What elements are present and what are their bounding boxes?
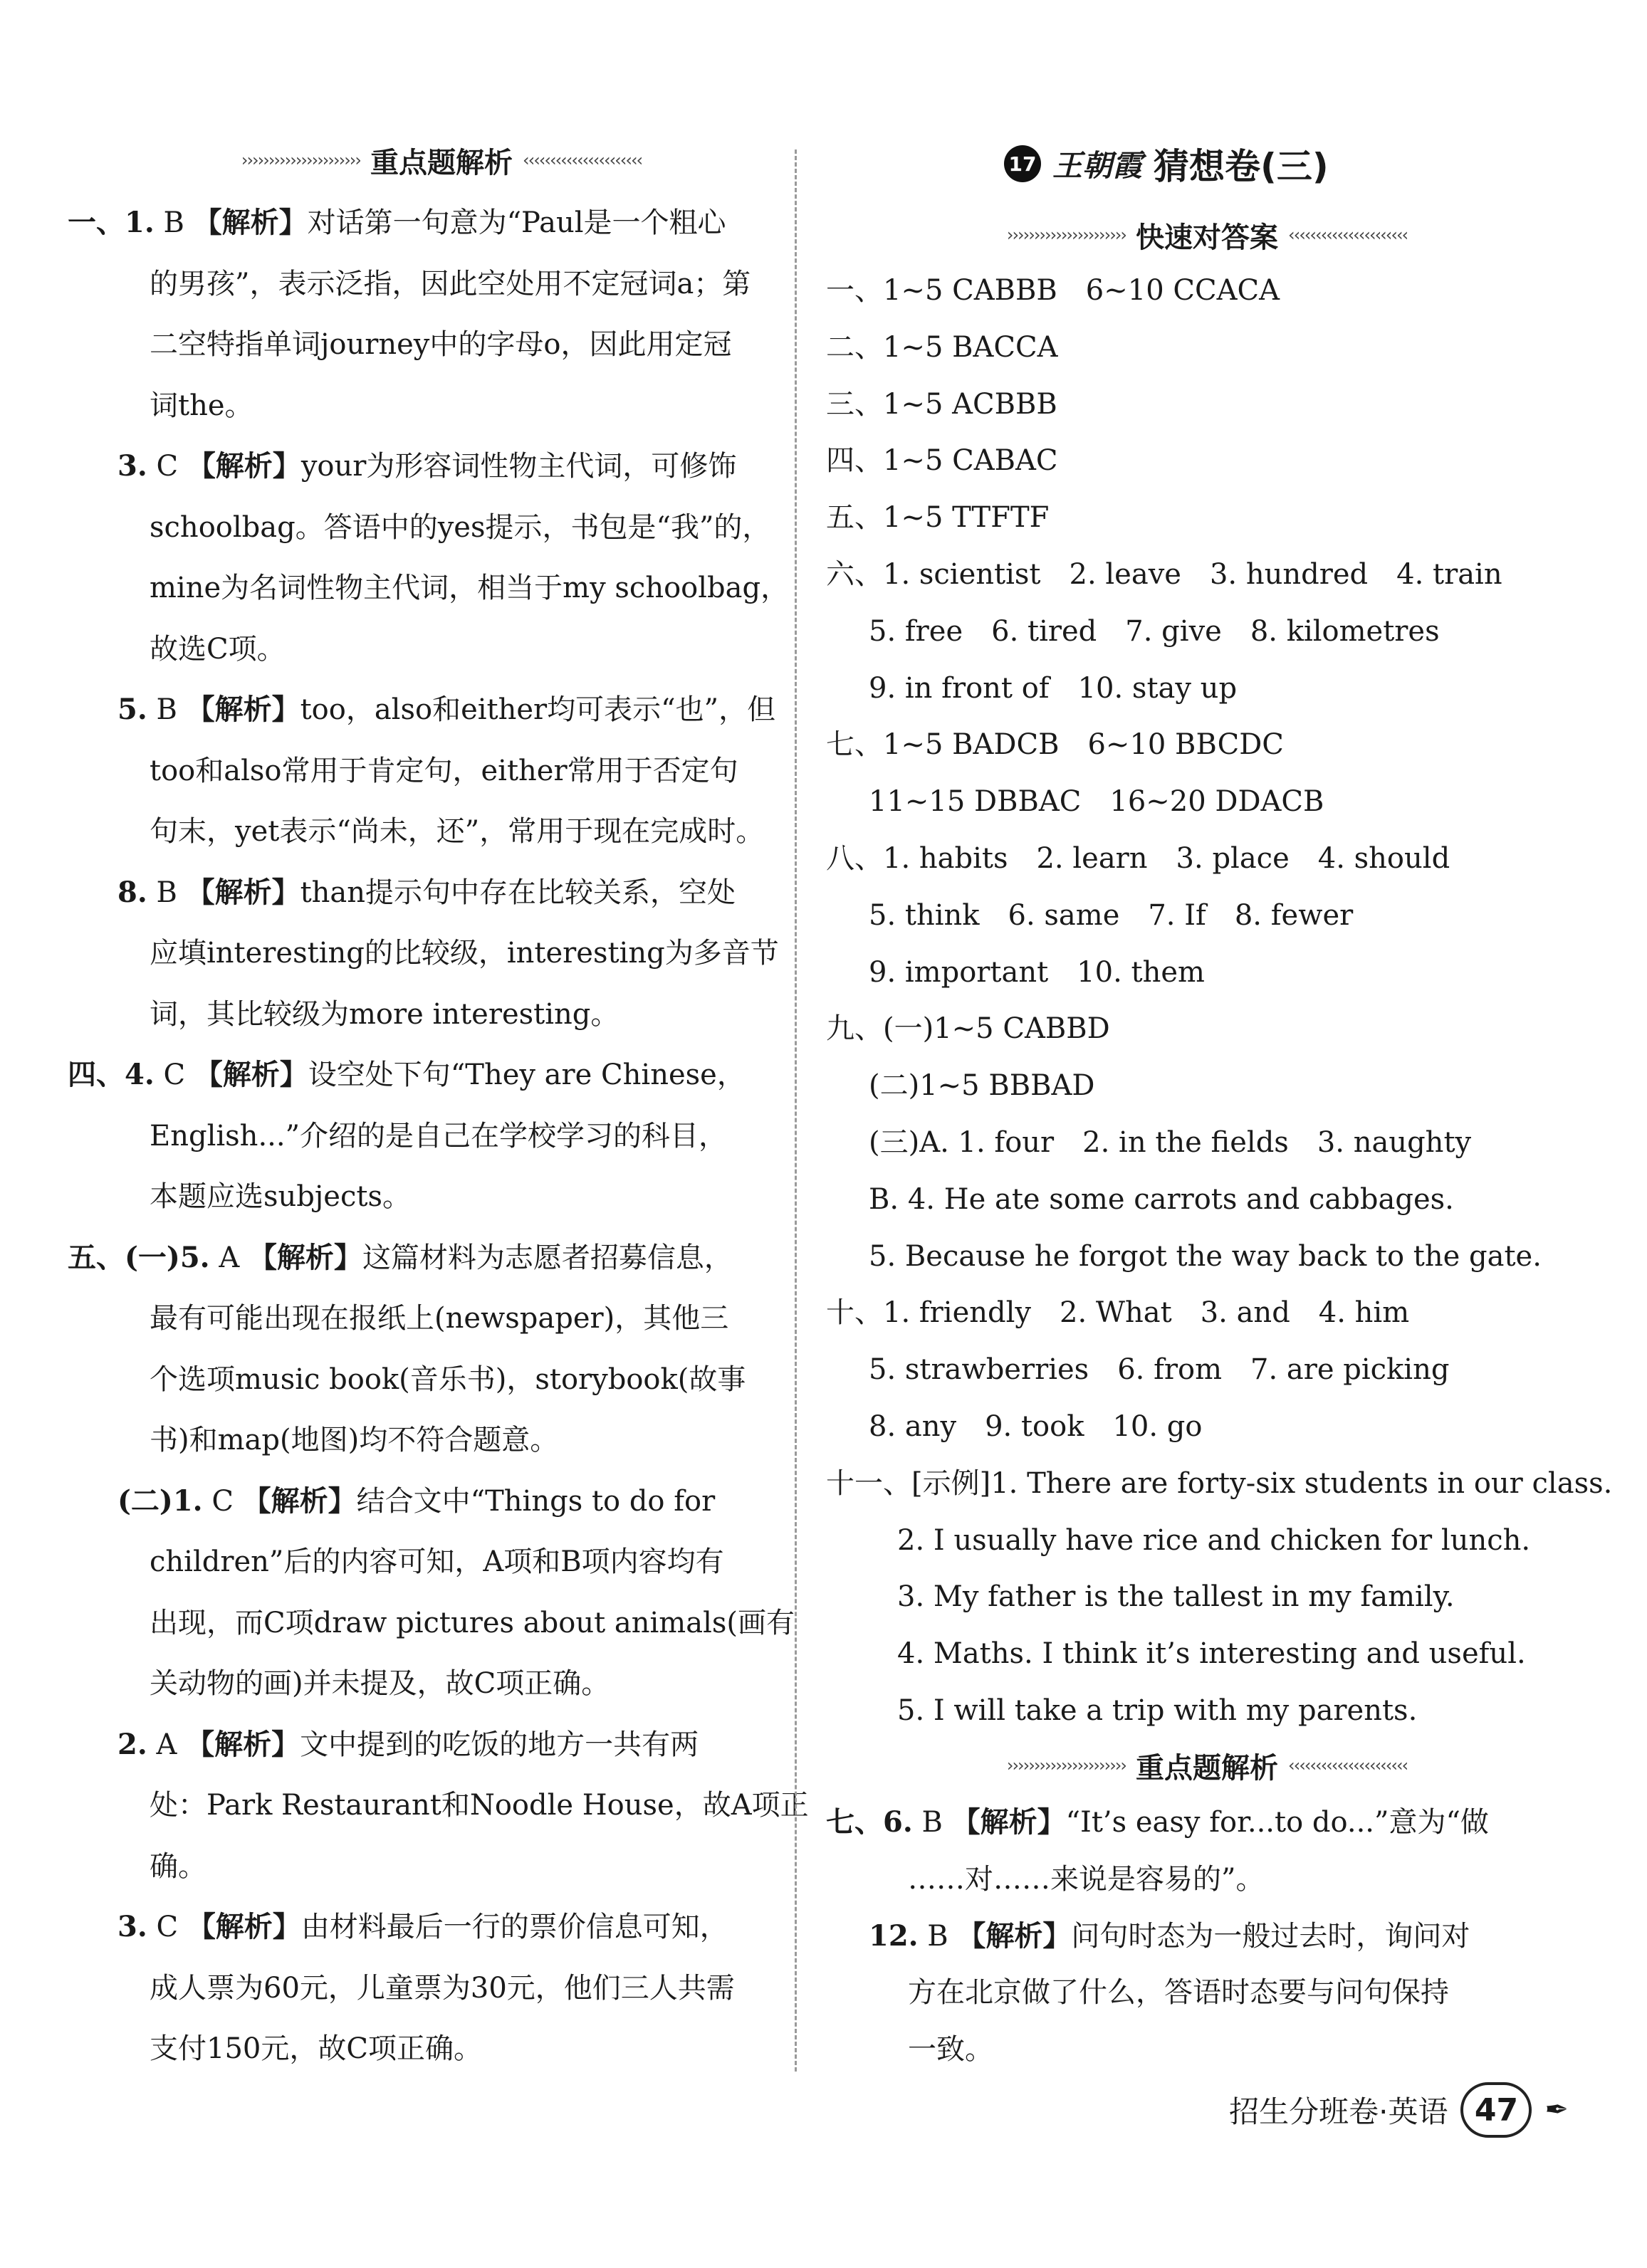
text-line bbox=[869, 1178, 1454, 1221]
text-line bbox=[150, 1602, 795, 1644]
text-line bbox=[826, 326, 1058, 369]
question-number: 2. bbox=[117, 1727, 147, 1761]
line-text: 词，其比较级为more interesting。 bbox=[150, 997, 619, 1031]
pen-icon: ✒ bbox=[1544, 2094, 1569, 2126]
line-text: 个选项music book(音乐书)，storybook(故事 bbox=[150, 1363, 746, 1396]
line-text: than提示句中存在比较关系，空处 bbox=[300, 876, 736, 909]
text-line bbox=[826, 1291, 1409, 1334]
line-text: 方在北京做了什么，答语时态要与问句保持 bbox=[908, 1976, 1449, 2010]
line-text: 十一、[示例]1. There are forty-six students in our class. bbox=[826, 1466, 1613, 1500]
section-title: 重点题解析 bbox=[370, 146, 513, 179]
text-line bbox=[150, 1784, 809, 1827]
answer-letter: C bbox=[154, 1059, 194, 1091]
page-number: 47 bbox=[1460, 2082, 1532, 2138]
answer-letter: B bbox=[918, 1919, 958, 1953]
line-text: (三)A. 1. four 2. in the fields 3. naughty bbox=[869, 1126, 1472, 1159]
line-text: 4. Maths. I think it’s interesting and useful. bbox=[897, 1637, 1526, 1671]
text-line bbox=[117, 1723, 699, 1766]
text-line bbox=[826, 383, 1057, 426]
analysis-tag: 【解析】 bbox=[186, 1728, 300, 1761]
line-text: 5. strawberries 6. from 7. are picking bbox=[869, 1353, 1450, 1387]
answer-letter: B bbox=[912, 1806, 952, 1839]
question-number: 12. bbox=[869, 1918, 919, 1953]
line-text: your为形容词性物主代词，可修饰 bbox=[300, 450, 737, 483]
column-divider bbox=[795, 149, 797, 2072]
line-text: 二空特指单词journey中的字母o，因此用定冠 bbox=[150, 328, 732, 361]
line-text: children”后的内容可知，A项和B项内容均有 bbox=[150, 1545, 724, 1578]
text-line bbox=[869, 667, 1237, 710]
line-text: 结合文中“Things to do for bbox=[356, 1484, 716, 1518]
analysis-tag: 【解析】 bbox=[186, 693, 300, 726]
answer-letter: C bbox=[147, 1911, 187, 1943]
text-line bbox=[150, 1175, 411, 1218]
line-text: 书)和map(地图)均不符合题意。 bbox=[150, 1424, 559, 1456]
text-line bbox=[117, 688, 775, 731]
chevron-decoration-right: ‹‹‹‹‹‹‹‹‹‹‹‹‹‹‹‹‹‹‹‹‹‹ bbox=[523, 150, 642, 170]
text-line bbox=[150, 1662, 610, 1705]
line-text: 出现，而C项draw pictures about animals(画有 bbox=[150, 1606, 795, 1639]
line-text: 应填interesting的比较级，interesting为多音节 bbox=[150, 937, 779, 970]
footer-label: 招生分班卷·英语 bbox=[1229, 2094, 1448, 2129]
text-line bbox=[150, 993, 619, 1036]
text-line bbox=[897, 1575, 1455, 1618]
right-analysis-header bbox=[876, 1744, 1538, 1787]
exam-title bbox=[1004, 139, 1329, 189]
chevron-decoration-left: ›››››››››››››››››››››› bbox=[241, 150, 360, 170]
text-line bbox=[869, 610, 1440, 653]
analysis-tag: 【解析】 bbox=[193, 206, 308, 239]
answer-letter: A bbox=[209, 1241, 249, 1274]
line-text: 设空处下句“They are Chinese， bbox=[308, 1059, 746, 1091]
question-number: 一、1. bbox=[68, 206, 155, 239]
page-footer bbox=[1229, 2082, 1569, 2138]
line-text: 九、(一)1~5 CABBD bbox=[826, 1012, 1110, 1046]
line-text: 处：Park Restaurant和Noodle House，故A项正 bbox=[150, 1789, 809, 1822]
line-text: 成人票为60元，儿童票为30元，他们三人共需 bbox=[150, 1971, 735, 2005]
text-line bbox=[68, 1237, 733, 1279]
chevron-decoration-left: ›››››››››››››››››››››› bbox=[1006, 225, 1126, 245]
question-number: (二)1. bbox=[117, 1484, 203, 1518]
text-line bbox=[826, 723, 1284, 766]
line-text: 9. in front of 10. stay up bbox=[869, 671, 1238, 705]
line-text: 8. any 9. took 10. go bbox=[869, 1410, 1203, 1443]
line-text: ……对……来说是容易的”。 bbox=[908, 1862, 1265, 1896]
text-line bbox=[869, 780, 1324, 823]
line-text: 文中提到的吃饭的地方一共有两 bbox=[300, 1728, 699, 1761]
analysis-tag: 【解析】 bbox=[187, 450, 301, 483]
line-text: 11~15 DBBAC 16~20 DDACB bbox=[869, 785, 1324, 819]
line-text: 3. My father is the tallest in my family. bbox=[897, 1580, 1455, 1614]
line-text: 二、1~5 BACCA bbox=[826, 330, 1058, 364]
text-line bbox=[869, 1064, 1094, 1107]
text-line bbox=[150, 1419, 558, 1461]
brand-logo-text: 王朝霞 bbox=[1052, 148, 1143, 183]
line-text: 五、1~5 TTFTF bbox=[826, 501, 1050, 535]
analysis-tag: 【解析】 bbox=[194, 1059, 308, 1091]
line-text: 确。 bbox=[150, 1849, 206, 1883]
text-line bbox=[150, 506, 770, 549]
line-text: 句末，yet表示“尚未，还”，常用于现在完成时。 bbox=[150, 815, 765, 848]
question-number: 5. bbox=[117, 693, 147, 726]
text-line bbox=[150, 1115, 727, 1157]
text-line bbox=[150, 1358, 746, 1401]
text-line bbox=[897, 1689, 1417, 1732]
exam-number-badge: 17 bbox=[1004, 145, 1041, 182]
text-line bbox=[826, 496, 1049, 539]
text-line bbox=[150, 567, 789, 609]
text-line bbox=[869, 951, 1205, 994]
text-line bbox=[908, 2028, 993, 2071]
question-number: 七、6. bbox=[826, 1805, 913, 1839]
text-line bbox=[150, 810, 764, 853]
line-text: 三、1~5 ACBBB bbox=[826, 387, 1057, 421]
line-text: too，also和either均可表示“也”，但 bbox=[300, 693, 776, 726]
text-line bbox=[150, 1297, 728, 1340]
answer-letter: B bbox=[147, 693, 187, 726]
chevron-decoration-right: ‹‹‹‹‹‹‹‹‹‹‹‹‹‹‹‹‹‹‹‹‹‹ bbox=[1288, 1755, 1408, 1775]
line-text: 5. think 6. same 7. If 8. fewer bbox=[869, 898, 1354, 932]
text-line bbox=[150, 628, 286, 671]
line-text: too和also常用于肯定句，either常用于否定句 bbox=[150, 754, 738, 787]
text-line bbox=[897, 1519, 1530, 1562]
text-line bbox=[869, 1121, 1471, 1164]
chevron-decoration-left: ›››››››››››››››››››››› bbox=[1006, 1755, 1126, 1775]
text-line bbox=[897, 1632, 1526, 1675]
text-line bbox=[68, 201, 726, 244]
left-section-header bbox=[121, 139, 762, 182]
text-line bbox=[150, 1967, 735, 2010]
line-text: 八、1. habits 2. learn 3. place 4. should bbox=[826, 842, 1450, 875]
answer-letter: A bbox=[147, 1728, 187, 1761]
text-line bbox=[826, 1462, 1612, 1505]
text-line bbox=[68, 1054, 746, 1096]
quick-answer-header bbox=[876, 214, 1538, 256]
text-line bbox=[117, 445, 736, 488]
text-line bbox=[869, 1405, 1202, 1448]
question-number: 8. bbox=[117, 875, 147, 909]
text-line bbox=[826, 1007, 1110, 1050]
line-text: 问句时态为一般过去时，询问对 bbox=[1071, 1919, 1470, 1953]
line-text: 四、1~5 CABAC bbox=[826, 444, 1058, 478]
line-text: 词the。 bbox=[150, 389, 253, 422]
line-text: 七、1~5 BADCB 6~10 BBCDC bbox=[826, 728, 1284, 762]
text-line bbox=[150, 323, 731, 366]
line-text: 的男孩”，表示泛指，因此空处用不定冠词a；第 bbox=[150, 267, 751, 300]
line-text: 十、1. friendly 2. What 3. and 4. him bbox=[826, 1296, 1410, 1330]
line-text: 关动物的画)并未提及，故C项正确。 bbox=[150, 1667, 610, 1700]
line-text: 一致。 bbox=[908, 2033, 993, 2067]
line-text: English...”介绍的是自己在学校学习的科目， bbox=[150, 1119, 728, 1153]
line-text: 支付150元，故C项正确。 bbox=[150, 2032, 482, 2065]
line-text: 5. Because he forgot the way back to the gate. bbox=[869, 1239, 1542, 1273]
answer-letter: C bbox=[202, 1484, 243, 1518]
line-text: B. 4. He ate some carrots and cabbages. bbox=[869, 1182, 1454, 1216]
answer-letter: B bbox=[154, 206, 194, 239]
line-text: 9. important 10. them bbox=[869, 955, 1205, 989]
line-text: 5. free 6. tired 7. give 8. kilometres bbox=[869, 614, 1440, 648]
text-line bbox=[117, 871, 736, 914]
line-text: 六、1. scientist 2. leave 3. hundred 4. train bbox=[826, 558, 1502, 591]
analysis-tag: 【解析】 bbox=[187, 1911, 301, 1943]
question-number: 3. bbox=[117, 1910, 147, 1943]
analysis-tag: 【解析】 bbox=[957, 1919, 1072, 1953]
chevron-decoration-right: ‹‹‹‹‹‹‹‹‹‹‹‹‹‹‹‹‹‹‹‹‹‹ bbox=[1288, 225, 1408, 245]
text-line bbox=[150, 932, 779, 975]
analysis-tag: 【解析】 bbox=[242, 1484, 357, 1518]
section-title: 重点题解析 bbox=[1136, 1751, 1278, 1785]
text-line bbox=[869, 894, 1353, 937]
analysis-tag: 【解析】 bbox=[951, 1806, 1066, 1839]
text-line bbox=[117, 1906, 728, 1948]
text-line bbox=[150, 263, 751, 305]
text-line bbox=[150, 1540, 724, 1583]
text-line bbox=[908, 1971, 1449, 2014]
text-line bbox=[826, 837, 1450, 880]
text-line bbox=[869, 1915, 1470, 1958]
text-line bbox=[826, 439, 1058, 482]
text-line bbox=[150, 384, 253, 427]
line-text: 2. I usually have rice and chicken for lunch. bbox=[897, 1523, 1531, 1557]
line-text: mine为名词性物主代词，相当于my schoolbag， bbox=[150, 572, 790, 604]
analysis-tag: 【解析】 bbox=[248, 1241, 362, 1274]
line-text: 故选C项。 bbox=[150, 632, 286, 666]
line-text: 一、1~5 CABBB 6~10 CCACA bbox=[826, 274, 1280, 307]
exam-title-text: 猜想卷(三) bbox=[1154, 146, 1329, 187]
text-line bbox=[150, 750, 738, 792]
question-number: 四、4. bbox=[68, 1058, 155, 1091]
line-text: 最有可能出现在报纸上(newspaper)，其他三 bbox=[150, 1302, 729, 1335]
line-text: 由材料最后一行的票价信息可知， bbox=[300, 1911, 728, 1943]
line-text: “It’s easy for...to do...”意为“做 bbox=[1065, 1806, 1489, 1839]
question-number: 3. bbox=[117, 449, 147, 483]
text-line bbox=[826, 1801, 1489, 1844]
line-text: 5. I will take a trip with my parents. bbox=[897, 1694, 1418, 1727]
answer-letter: C bbox=[147, 450, 187, 483]
text-line bbox=[150, 2027, 482, 2070]
line-text: 对话第一句意为“Paul是一个粗心 bbox=[307, 206, 726, 239]
section-title: 快速对答案 bbox=[1136, 221, 1278, 254]
analysis-tag: 【解析】 bbox=[186, 876, 300, 909]
text-line bbox=[117, 1480, 715, 1523]
text-line bbox=[869, 1348, 1449, 1391]
text-line bbox=[826, 269, 1280, 312]
text-line bbox=[150, 1845, 206, 1888]
question-number: 五、(一)5. bbox=[68, 1240, 210, 1274]
line-text: schoolbag。答语中的yes提示，书包是“我”的， bbox=[150, 510, 771, 544]
text-line bbox=[908, 1858, 1264, 1901]
line-text: 这篇材料为志愿者招募信息， bbox=[362, 1241, 733, 1274]
text-line bbox=[826, 553, 1502, 596]
line-text: 本题应选subjects。 bbox=[150, 1180, 411, 1213]
answer-letter: B bbox=[147, 876, 187, 909]
line-text: (二)1~5 BBBAD bbox=[869, 1069, 1095, 1103]
text-line bbox=[869, 1235, 1542, 1278]
